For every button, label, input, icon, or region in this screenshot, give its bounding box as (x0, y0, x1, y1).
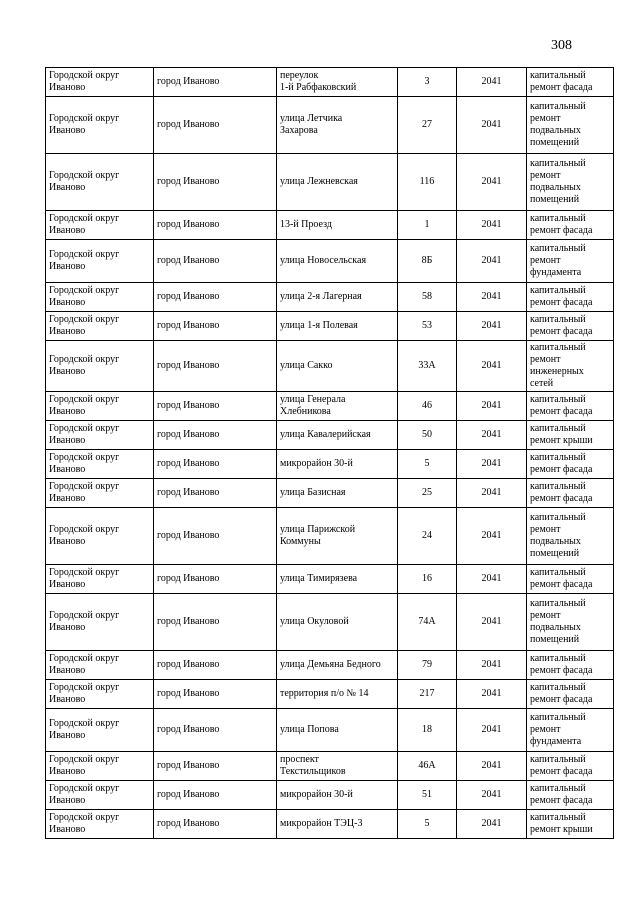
table-row (46, 68, 614, 97)
city-cell-text: город Иваново (157, 176, 220, 187)
house-number-cell-text: 18 (422, 724, 432, 735)
table-row (46, 240, 614, 283)
year-cell-text: 2041 (481, 291, 502, 302)
house-number-cell (398, 810, 457, 839)
street-cell-text: микрорайон ТЭЦ-3 (280, 818, 363, 829)
street-cell-text: проспект Текстильщиков (280, 754, 346, 777)
work-type-cell-text: капитальный ремонт фасада (530, 481, 593, 504)
street-cell (277, 680, 398, 709)
work-type-cell (527, 68, 614, 97)
work-type-cell (527, 341, 614, 392)
work-type-cell (527, 680, 614, 709)
table-row (46, 154, 614, 211)
city-cell (154, 594, 277, 651)
city-cell (154, 312, 277, 341)
city-cell-text: город Иваново (157, 400, 220, 411)
year-cell (457, 594, 527, 651)
house-number-cell-text: 1 (424, 219, 430, 230)
house-number-cell-text: 3 (424, 76, 430, 87)
work-type-cell (527, 240, 614, 283)
work-type-cell-text: капитальный ремонт подвальных помещений (530, 512, 586, 559)
street-cell-text: улица Окуловой (280, 616, 349, 627)
district-cell (46, 565, 154, 594)
year-cell-text: 2041 (481, 176, 502, 187)
street-cell (277, 392, 398, 421)
district-cell (46, 68, 154, 97)
street-cell-text: улица Тимирязева (280, 573, 358, 584)
district-cell-text: Городской округ Иваново (49, 481, 120, 504)
house-number-cell (398, 680, 457, 709)
house-number-cell (398, 97, 457, 154)
work-type-cell (527, 508, 614, 565)
district-cell-text: Городской округ Иваново (49, 113, 120, 136)
district-cell (46, 752, 154, 781)
street-cell (277, 479, 398, 508)
district-cell (46, 594, 154, 651)
house-number-cell-text: 217 (419, 688, 435, 699)
street-cell (277, 508, 398, 565)
work-type-cell (527, 594, 614, 651)
house-number-cell-text: 116 (419, 176, 435, 187)
work-type-cell (527, 709, 614, 752)
year-cell-text: 2041 (481, 429, 502, 440)
street-cell (277, 211, 398, 240)
page-number: 308 (551, 38, 572, 53)
year-cell-text: 2041 (481, 360, 502, 371)
city-cell (154, 450, 277, 479)
city-cell-text: город Иваново (157, 458, 220, 469)
table-row (46, 565, 614, 594)
work-type-cell-text: капитальный ремонт подвальных помещений (530, 158, 586, 205)
street-cell (277, 810, 398, 839)
street-cell-text: улица Лежневская (280, 176, 358, 187)
work-type-cell-text: капитальный ремонт фасада (530, 567, 593, 590)
city-cell-text: город Иваново (157, 360, 220, 371)
district-cell-text: Городской округ Иваново (49, 610, 120, 633)
house-number-cell-text: 46А (418, 760, 436, 771)
district-cell-text: Городской округ Иваново (49, 452, 120, 475)
city-cell (154, 283, 277, 312)
street-cell-text: улица Базисная (280, 487, 346, 498)
year-cell (457, 392, 527, 421)
house-number-cell-text: 16 (422, 573, 432, 584)
table-row (46, 211, 614, 240)
year-cell (457, 810, 527, 839)
street-cell-text: улица 1-я Полевая (280, 320, 358, 331)
city-cell-text: город Иваново (157, 76, 220, 87)
house-number-cell (398, 341, 457, 392)
work-type-cell (527, 479, 614, 508)
district-cell-text: Городской округ Иваново (49, 718, 120, 741)
work-type-cell-text: капитальный ремонт фасада (530, 394, 593, 417)
house-number-cell-text: 79 (422, 659, 432, 670)
city-cell (154, 651, 277, 680)
house-number-cell-text: 24 (422, 530, 432, 541)
work-type-cell (527, 283, 614, 312)
district-cell-text: Городской округ Иваново (49, 285, 120, 308)
year-cell-text: 2041 (481, 400, 502, 411)
house-number-cell-text: 27 (422, 119, 432, 130)
district-cell (46, 312, 154, 341)
work-type-cell-text: капитальный ремонт фасада (530, 783, 593, 806)
street-cell-text: микрорайон 30-й (280, 458, 353, 469)
table-row (46, 594, 614, 651)
repair-schedule-table (45, 67, 614, 839)
district-cell-text: Городской округ Иваново (49, 314, 120, 337)
table-row (46, 97, 614, 154)
city-cell (154, 97, 277, 154)
table-row (46, 341, 614, 392)
year-cell (457, 651, 527, 680)
district-cell (46, 709, 154, 752)
district-cell-text: Городской округ Иваново (49, 567, 120, 590)
year-cell (457, 97, 527, 154)
street-cell (277, 240, 398, 283)
year-cell (457, 312, 527, 341)
house-number-cell-text: 25 (422, 487, 432, 498)
table-row (46, 312, 614, 341)
street-cell-text: улица Парижской Коммуны (280, 524, 356, 547)
street-cell-text: переулок 1-й Рабфаковский (280, 70, 357, 93)
table-row (46, 680, 614, 709)
year-cell-text: 2041 (481, 818, 502, 829)
house-number-cell-text: 58 (422, 291, 432, 302)
street-cell (277, 312, 398, 341)
year-cell-text: 2041 (481, 119, 502, 130)
work-type-cell-text: капитальный ремонт фасада (530, 754, 593, 777)
city-cell (154, 479, 277, 508)
street-cell (277, 68, 398, 97)
year-cell (457, 68, 527, 97)
house-number-cell (398, 211, 457, 240)
district-cell (46, 154, 154, 211)
year-cell (457, 709, 527, 752)
house-number-cell (398, 565, 457, 594)
year-cell (457, 508, 527, 565)
house-number-cell-text: 50 (422, 429, 432, 440)
district-cell-text: Городской округ Иваново (49, 423, 120, 446)
district-cell-text: Городской округ Иваново (49, 653, 120, 676)
district-cell-text: Городской округ Иваново (49, 213, 120, 236)
city-cell-text: город Иваново (157, 760, 220, 771)
district-cell-text: Городской округ Иваново (49, 354, 120, 377)
city-cell (154, 341, 277, 392)
year-cell (457, 781, 527, 810)
year-cell (457, 565, 527, 594)
table-row (46, 752, 614, 781)
year-cell-text: 2041 (481, 76, 502, 87)
city-cell (154, 680, 277, 709)
street-cell (277, 283, 398, 312)
street-cell-text: улица 2-я Лагерная (280, 291, 362, 302)
district-cell (46, 97, 154, 154)
table-row (46, 508, 614, 565)
street-cell-text: улица Попова (280, 724, 339, 735)
work-type-cell (527, 781, 614, 810)
street-cell-text: улица Сакко (280, 360, 333, 371)
district-cell (46, 240, 154, 283)
street-cell (277, 651, 398, 680)
district-cell (46, 810, 154, 839)
district-cell (46, 450, 154, 479)
work-type-cell-text: капитальный ремонт крыши (530, 423, 593, 446)
house-number-cell (398, 709, 457, 752)
district-cell-text: Городской округ Иваново (49, 70, 120, 93)
work-type-cell (527, 752, 614, 781)
year-cell (457, 154, 527, 211)
street-cell (277, 752, 398, 781)
street-cell (277, 565, 398, 594)
city-cell (154, 752, 277, 781)
house-number-cell (398, 392, 457, 421)
year-cell-text: 2041 (481, 458, 502, 469)
street-cell (277, 421, 398, 450)
year-cell (457, 283, 527, 312)
work-type-cell (527, 421, 614, 450)
work-type-cell-text: капитальный ремонт фасада (530, 452, 593, 475)
house-number-cell-text: 5 (424, 458, 430, 469)
house-number-cell-text: 46 (422, 400, 432, 411)
year-cell-text: 2041 (481, 659, 502, 670)
year-cell-text: 2041 (481, 219, 502, 230)
year-cell-text: 2041 (481, 724, 502, 735)
city-cell-text: город Иваново (157, 530, 220, 541)
house-number-cell (398, 283, 457, 312)
work-type-cell-text: капитальный ремонт фундамента (530, 712, 586, 747)
city-cell (154, 154, 277, 211)
city-cell (154, 68, 277, 97)
work-type-cell-text: капитальный ремонт инженерных сетей (530, 342, 586, 389)
work-type-cell (527, 392, 614, 421)
city-cell-text: город Иваново (157, 429, 220, 440)
work-type-cell (527, 211, 614, 240)
house-number-cell-text: 51 (422, 789, 432, 800)
district-cell (46, 341, 154, 392)
house-number-cell-text: 8Б (421, 255, 433, 266)
district-cell-text: Городской округ Иваново (49, 682, 120, 705)
house-number-cell (398, 240, 457, 283)
city-cell-text: город Иваново (157, 818, 220, 829)
year-cell (457, 240, 527, 283)
year-cell-text: 2041 (481, 255, 502, 266)
year-cell-text: 2041 (481, 320, 502, 331)
city-cell (154, 240, 277, 283)
city-cell-text: город Иваново (157, 219, 220, 230)
work-type-cell-text: капитальный ремонт крыши (530, 812, 593, 835)
year-cell (457, 211, 527, 240)
work-type-cell (527, 651, 614, 680)
city-cell (154, 709, 277, 752)
street-cell (277, 341, 398, 392)
year-cell (457, 421, 527, 450)
street-cell-text: микрорайон 30-й (280, 789, 353, 800)
house-number-cell (398, 752, 457, 781)
work-type-cell (527, 97, 614, 154)
district-cell-text: Городской округ Иваново (49, 394, 120, 417)
house-number-cell (398, 594, 457, 651)
work-type-cell-text: капитальный ремонт фасада (530, 682, 593, 705)
district-cell-text: Городской округ Иваново (49, 812, 120, 835)
street-cell (277, 450, 398, 479)
street-cell-text: территория п/о № 14 (280, 688, 369, 699)
city-cell-text: город Иваново (157, 724, 220, 735)
city-cell-text: город Иваново (157, 255, 220, 266)
house-number-cell (398, 508, 457, 565)
house-number-cell (398, 68, 457, 97)
year-cell (457, 479, 527, 508)
house-number-cell (398, 651, 457, 680)
district-cell (46, 680, 154, 709)
house-number-cell-text: 74А (418, 616, 436, 627)
city-cell-text: город Иваново (157, 688, 220, 699)
work-type-cell (527, 565, 614, 594)
year-cell-text: 2041 (481, 789, 502, 800)
city-cell (154, 392, 277, 421)
table-row (46, 810, 614, 839)
district-cell (46, 283, 154, 312)
table-row (46, 709, 614, 752)
city-cell (154, 565, 277, 594)
table-row (46, 479, 614, 508)
house-number-cell (398, 421, 457, 450)
city-cell-text: город Иваново (157, 320, 220, 331)
work-type-cell-text: капитальный ремонт подвальных помещений (530, 101, 586, 148)
work-type-cell (527, 810, 614, 839)
year-cell (457, 680, 527, 709)
street-cell (277, 154, 398, 211)
city-cell (154, 781, 277, 810)
district-cell-text: Городской округ Иваново (49, 754, 120, 777)
street-cell-text: улица Новосельская (280, 255, 367, 266)
work-type-cell-text: капитальный ремонт фасада (530, 285, 593, 308)
city-cell-text: город Иваново (157, 487, 220, 498)
city-cell-text: город Иваново (157, 789, 220, 800)
district-cell (46, 421, 154, 450)
street-cell-text: улица Генерала Хлебникова (280, 394, 346, 417)
table-body (46, 68, 614, 839)
district-cell (46, 479, 154, 508)
district-cell (46, 508, 154, 565)
work-type-cell-text: капитальный ремонт подвальных помещений (530, 598, 586, 645)
year-cell-text: 2041 (481, 616, 502, 627)
table-row (46, 392, 614, 421)
street-cell (277, 97, 398, 154)
work-type-cell-text: капитальный ремонт фасада (530, 70, 593, 93)
city-cell-text: город Иваново (157, 291, 220, 302)
street-cell-text: улица Демьяна Бедного (280, 659, 381, 670)
work-type-cell-text: капитальный ремонт фасада (530, 213, 593, 236)
year-cell (457, 450, 527, 479)
work-type-cell (527, 312, 614, 341)
house-number-cell-text: 33А (418, 360, 436, 371)
city-cell (154, 421, 277, 450)
city-cell (154, 508, 277, 565)
street-cell-text: 13-й Проезд (280, 219, 332, 230)
house-number-cell (398, 450, 457, 479)
district-cell (46, 781, 154, 810)
street-cell-text: улица Летчика Захарова (280, 113, 343, 136)
house-number-cell (398, 781, 457, 810)
district-cell (46, 392, 154, 421)
district-cell-text: Городской округ Иваново (49, 783, 120, 806)
year-cell (457, 341, 527, 392)
year-cell-text: 2041 (481, 487, 502, 498)
street-cell (277, 594, 398, 651)
district-cell-text: Городской округ Иваново (49, 524, 120, 547)
city-cell-text: город Иваново (157, 119, 220, 130)
table-row (46, 651, 614, 680)
city-cell-text: город Иваново (157, 616, 220, 627)
year-cell-text: 2041 (481, 760, 502, 771)
city-cell-text: город Иваново (157, 659, 220, 670)
house-number-cell (398, 312, 457, 341)
work-type-cell (527, 450, 614, 479)
house-number-cell-text: 53 (422, 320, 432, 331)
city-cell (154, 810, 277, 839)
house-number-cell-text: 5 (424, 818, 430, 829)
city-cell-text: город Иваново (157, 573, 220, 584)
house-number-cell (398, 154, 457, 211)
street-cell-text: улица Кавалерийская (280, 429, 371, 440)
year-cell (457, 752, 527, 781)
district-cell-text: Городской округ Иваново (49, 170, 120, 193)
year-cell-text: 2041 (481, 573, 502, 584)
table-row (46, 421, 614, 450)
table-row (46, 781, 614, 810)
table-row (46, 283, 614, 312)
house-number-cell (398, 479, 457, 508)
work-type-cell (527, 154, 614, 211)
district-cell (46, 211, 154, 240)
city-cell (154, 211, 277, 240)
street-cell (277, 781, 398, 810)
year-cell-text: 2041 (481, 688, 502, 699)
district-cell-text: Городской округ Иваново (49, 249, 120, 272)
year-cell-text: 2041 (481, 530, 502, 541)
table-row (46, 450, 614, 479)
work-type-cell-text: капитальный ремонт фасада (530, 653, 593, 676)
work-type-cell-text: капитальный ремонт фасада (530, 314, 593, 337)
work-type-cell-text: капитальный ремонт фундамента (530, 243, 586, 278)
street-cell (277, 709, 398, 752)
district-cell (46, 651, 154, 680)
